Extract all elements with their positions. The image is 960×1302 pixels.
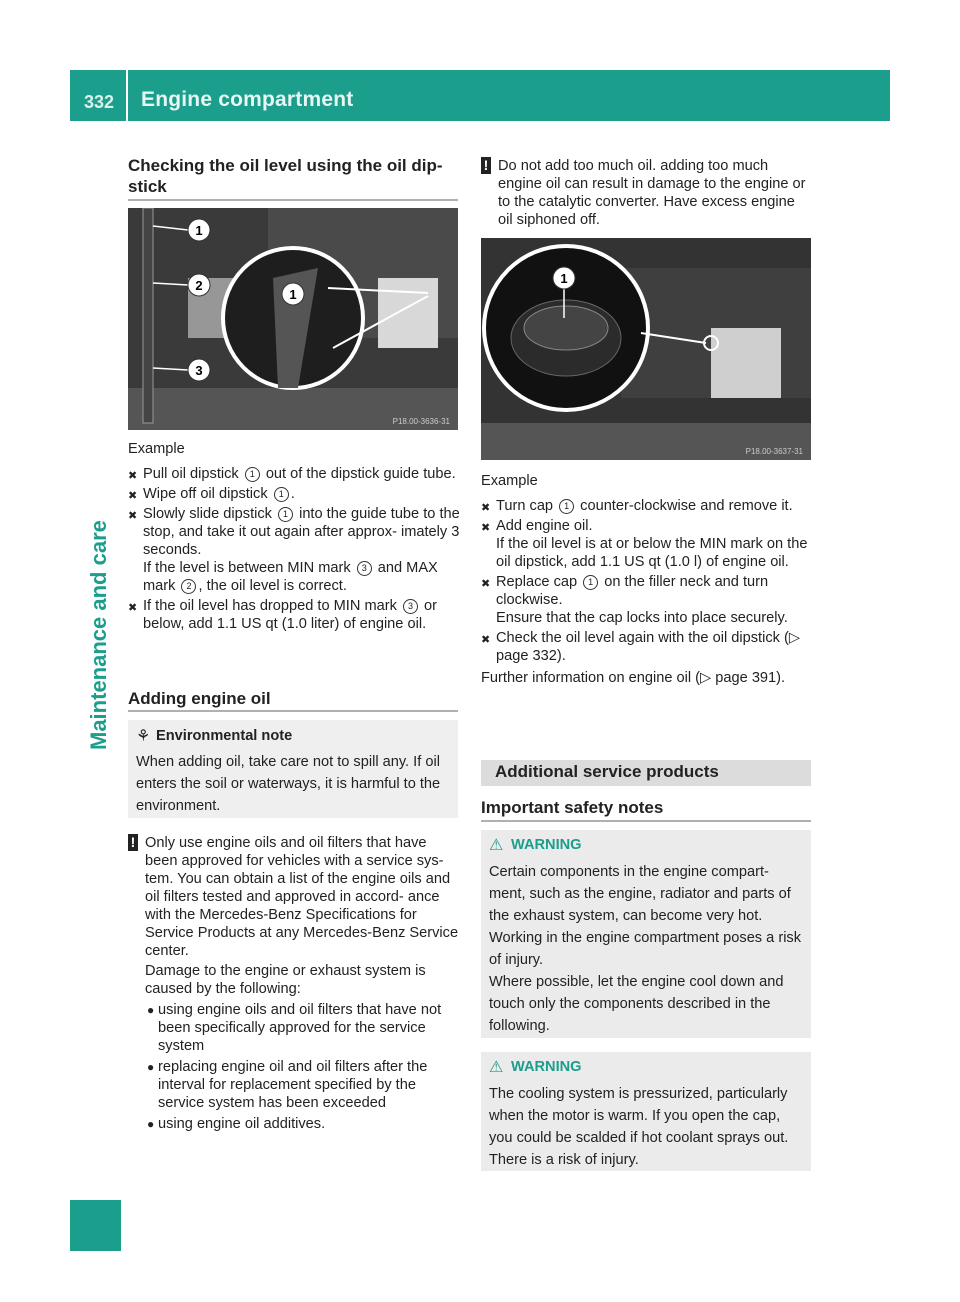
list-item: ● using engine oil additives. [147,1116,326,1132]
callout-number: 2 [181,579,196,594]
warning-text: Certain components in the engine compart- ment, such as the engine, radiator and parts of the exhaust system, can become very hot. Working in the engine compartment poses a risk of injury. [489,864,802,968]
step-item: ✖ If the oil level has dropped to MIN mark 3 or below, add 1.1 US qt (1.0 liter) of engine oil. [128,598,437,632]
oil-cap-steps [481,497,813,687]
warning-title: WARNING [511,837,582,853]
arrow-icon: ✖ [128,470,138,482]
callout-number: 1 [583,575,598,590]
image-code: P18.00-3636-31 [392,417,450,426]
step-item: ✖ Turn cap 1 counter-clockwise and remove it. [481,497,813,515]
callout-number: 3 [357,561,372,576]
callout-number: 3 [403,599,418,614]
header-divider [126,70,128,121]
section-rule [128,710,458,712]
arrow-icon: ✖ [481,634,491,646]
list-item: ● replacing engine oil and oil filters after the interval for replacement specified by the service system has been exceeded [147,1059,428,1111]
section-title-adding-oil: Adding engine oil [128,689,271,708]
arrow-icon: ✖ [128,490,138,502]
warning-text: Where possible, let the engine cool down and touch only the components described in the following. [489,974,784,1034]
step-item: ✖ Add engine oil. If the oil level is at or below the MIN mark on the oil dipstick, add 1.1 US qt (1.0 l) of engine oil. [481,518,808,570]
page-title: Engine compartment [141,88,354,111]
warning-box [481,1052,811,1171]
side-tab-marker [70,1200,121,1251]
arrow-icon: ✖ [481,578,491,590]
environmental-note [128,720,458,818]
step-item: ✖ Pull oil dipstick 1 out of the dipstick guide tube. [128,465,460,483]
step-item [481,629,813,665]
further-info-link[interactable]: Further information on engine oil (▷ page 391). [481,670,786,686]
svg-text:1: 1 [195,223,203,238]
arrow-icon: ✖ [128,602,138,614]
bullet-icon: ● [147,1060,155,1074]
svg-text:2: 2 [195,278,203,293]
dipstick-steps [128,465,460,633]
caution-block: ! Only use engine oils and oil filters that have been approved for vehicles with a service sys- tem. You can obtain a list of the engine oils and oil filters tested and approved in accord- ance with the Mercedes-Benz Specifications for Service Products at any Mercedes-Benz Service center. Damage to the engine or exhaust system is caused by the following: ● using engine oils and oil filters that have not been specifically approved for the service system ● replacing engine oil and oil filters after the interval for replacement specified by the service system has been exceeded ● using engine oil additives. [128,834,460,1133]
callout-number: 1 [278,507,293,522]
section-title-safety: Important safety notes [481,798,664,817]
image-code: P18.00-3637-31 [745,447,803,456]
step-item: ✖ Replace cap 1 on the filler neck and turn clockwise. Ensure that the cap locks into place securely. [481,574,788,626]
caution-icon: ! [481,157,491,174]
callout-number: 1 [274,487,289,502]
oil-cap-image [481,238,811,460]
svg-text:1: 1 [560,271,568,286]
engine-dipstick-illustration [128,208,458,430]
svg-text:3: 3 [195,363,203,378]
warning-title: WARNING [511,1059,582,1075]
oil-cap-illustration [481,238,811,460]
step-item: ✖ Wipe off oil dipstick 1 . [128,485,460,503]
caution-icon: ! [128,834,138,851]
image-caption: Example [481,473,538,489]
section-title-service-products: Additional service products [495,762,719,781]
arrow-icon: ✖ [128,510,138,522]
page-link[interactable]: Check the oil level again with the oil dipstick (▷ page 332). [496,630,801,664]
warning-triangle-icon: ⚠ [489,1059,504,1076]
section-rule [481,820,811,822]
arrow-icon: ✖ [481,502,491,514]
page-number: 332 [84,92,115,112]
section-rule [128,199,458,201]
callout-number: 1 [245,467,260,482]
arrow-icon: ✖ [481,522,491,534]
note-text: When adding oil, take care not to spill any. If oil enters the soil or waterways, it is harmful to the environment. [136,754,441,814]
bullet-icon: ● [147,1003,155,1017]
caution-block-right: ! Do not add too much oil. adding too much engine oil can result in damage to the engine or to the catalytic converter. Have excess engine oil siphoned off. [481,157,813,229]
section-band [481,760,811,786]
image-caption: Example [128,441,185,457]
list-item: ● using engine oils and oil filters that have not been specifically approved for the service system [147,1002,442,1054]
warning-text: The cooling system is pressurized, particularly when the motor is warm. If you open the cap, you could be scalded if hot coolant sprays out. There is a risk of injury. [489,1086,789,1168]
leaf-icon: ⚘ [136,728,151,745]
section-title-dipstick: Checking the oil level using the oil dip- stick [128,156,443,196]
svg-text:1: 1 [289,287,297,302]
warning-triangle-icon: ⚠ [489,837,504,854]
side-tab-label: Maintenance and care [86,520,111,750]
engine-dipstick-image [128,208,458,430]
step-item: ✖ Slowly slide dipstick 1 into the guide tube to the stop, and take it out again after approx- imately 3 seconds. If the level is between MIN mark 3 and MAX mark 2 , the oil level is correct. [128,506,460,594]
callout-number: 1 [559,499,574,514]
warning-box [481,830,811,1038]
note-title: Environmental note [156,728,293,744]
bullet-icon: ● [147,1117,155,1131]
